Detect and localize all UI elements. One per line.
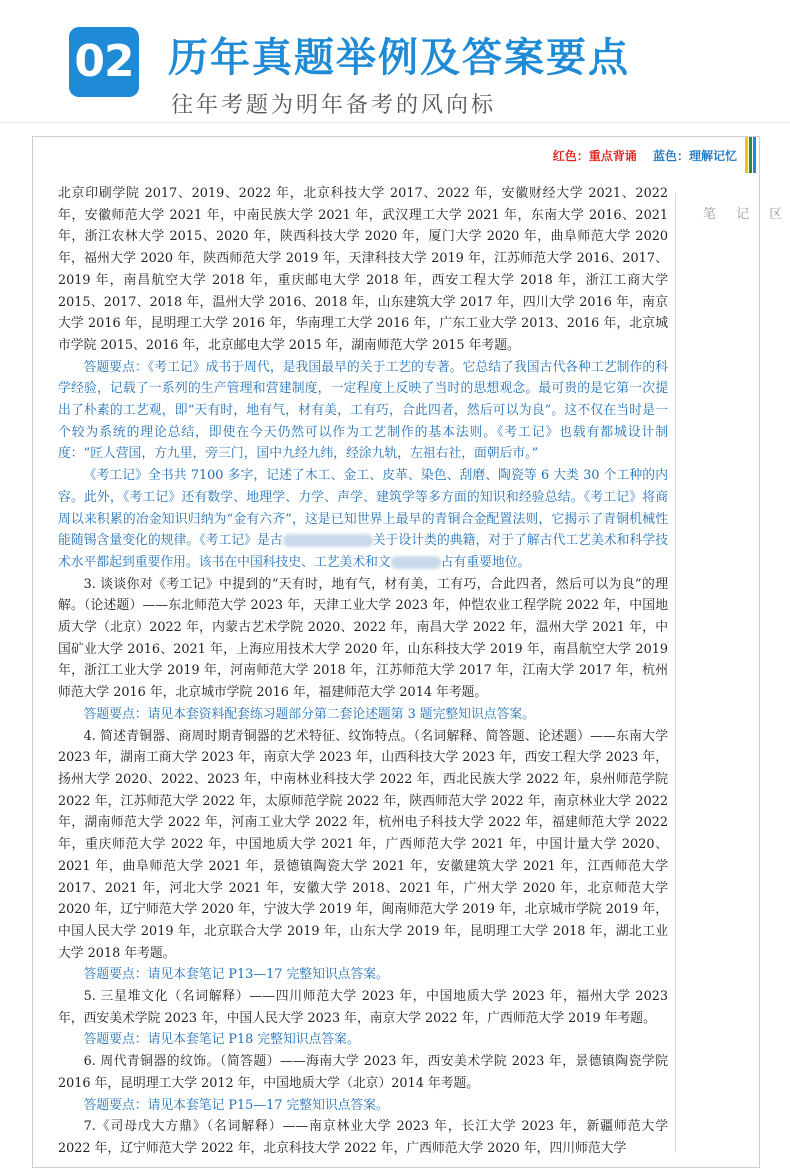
document-page [32,136,790,1168]
question-paragraph: 7.《司母戊大方鼎》（名词解释）——南京林业大学 2023 年，长江大学 2023 年，新疆师范大学 2022 年，辽宁师范大学 2022 年，北京科技大学 2022 年，广西师范大学 2020 年，四川师范大学 [58,1119,668,1156]
header-divider [0,122,790,123]
section-title: 历年真题举例及答案要点 [168,35,630,81]
blurred-text [283,534,373,547]
color-legend [553,147,737,164]
legend-red: 红色：重点背诵 [552,149,637,163]
answer-text-part: 占有重要地位。 [440,554,531,570]
answer-text-part: 关于设计类的典籍，对于了解古代工艺美术和科学技术水平都起到重要作用。该书在中国科技史、工艺美术和文 [58,533,668,570]
decorative-bars [745,137,757,173]
answer-paragraph: 答题要点：《考工记》成书于周代，是我国最早的关于工艺的专著。它总结了我国古代各种工艺制作的科学经验，记载了一系列的生产管理和营建制度，一定程度上反映了当时的思想观念。最可贵的是它第一次提出了朴素的工艺观，即“天有时，地有气，材有美，工有巧，合此四者，然后可以为良”。这不仅在当时是一个较为系统的理论总结，即使在今天仍然可以作为工艺制作的基本法则。《考工记》也载有都城设计制度：“匠人营国，方九里，旁三门，国中九经九纬，经涂九轨，左祖右社，面朝后市。” [58,359,668,462]
answer-paragraph: 答题要点：请见本套笔记 P15—17 完整知识点答案。 [83,1097,389,1113]
answer-paragraph [58,465,668,574]
answer-paragraph: 答题要点：请见本套资料配套练习题部分第二套论述题第 3 题完整知识点答案。 [83,706,535,722]
section-subtitle: 往年考题为明年备考的风向标 [171,93,497,118]
answer-text-part: 《考工记》全书共 7100 多字，记述了木工、金工、皮革、染色、刮磨、陶瓷等 6 大类 30 个工种的内容。此外，《考工记》还有数学、地理学、力学、声学、建筑学等多方面的知识和经验总结。《考工记》将商周以来积累的冶金知识归纳为“金有六齐”，这是已知世界上最早的青铜合金配置法则，它揭示了青铜机械性能随锡含量变化的规律。《考工记》是古 [58,468,668,549]
paragraph: 北京印刷学院 2017、2019、2022 年，北京科技大学 2017、2022 年，安徽财经大学 2021、2022 年，安徽师范大学 2021 年，中南民族大学 2021 年，武汉理工大学 2021 年，东南大学 2016、2021 年，浙江农林大学 2015、2020 年，陕西科技大学 2020 年，厦门大学 2020 年，曲阜师范大学 2020 年，福州大学 2020 年，陕西师范大学 2019 年，天津科技大学 2019 年，江苏师范大学 2016、2017、2019 年，南昌航空大学 2018 年，重庆邮电大学 2018 年，西安工程大学 2018 年，浙江工商大学 2015、2017、2018 年，温州大学 2016、2018 年，山东建筑大学 2017 年，四川大学 2016 年，南京大学 2016 年，昆明理工大学 2016 年，华南理工大学 2016 年，广东工业大学 2013、2016 年，北京城市学院 2015、2016 年，北京邮电大学 2015 年，湖南师范大学 2015 年考题。 [58,186,668,353]
answer-paragraph: 答题要点：请见本套笔记 P13—17 完整知识点答案。 [83,967,389,983]
answer-paragraph: 答题要点：请见本套笔记 P18 完整知识点答案。 [83,1032,360,1048]
question-list [58,183,668,1160]
notes-area-label: 笔 记 区 [703,207,790,222]
section-number-badge: 02 [69,27,139,97]
question-paragraph: 5. 三星堆文化（名词解释）——四川师范大学 2023 年，中国地质大学 2023 年，福州大学 2023 年，西安美术学院 2023 年，中国人民大学 2023 年，南京大学 2022 年，广西师范大学 2019 年考题。 [58,989,668,1026]
question-paragraph: 3. 谈谈你对《考工记》中提到的“天有时，地有气，材有美，工有巧，合此四者，然后可以为良”的理解。（论述题）——东北师范大学 2023 年，天津工业大学 2023 年，仲恺农业工程学院 2022 年，中国地质大学（北京）2022 年，内蒙古艺术学院 2020、2022 年，南昌大学 2022 年，温州大学 2021 年，中国矿业大学 2016、2021 年，上海应用技术大学 2020 年，山东科技大学 2019 年，南昌航空大学 2019 年，浙江工业大学 2019 年，河南师范大学 2018 年，江苏师范大学 2017 年，江南大学 2017 年，杭州师范大学 2016 年，北京城市学院 2016 年，福建师范大学 2014 年考题。 [58,576,668,701]
question-paragraph: 4. 简述青铜器、商周时期青铜器的艺术特征、纹饰特点。（名词解释、简答题、论述题）——东南大学 2023 年，湖南工商大学 2023 年，南京大学 2023 年，山西科技大学 2023 年，西安工程大学 2023 年，扬州大学 2020、2022、2023 年，中南林业科技大学 2022 年，西北民族大学 2022 年，泉州师范学院 2022 年，江苏师范大学 2022 年，太原师范学院 2022 年，陕西师范大学 2022 年，南京林业大学 2022 年，湖南师范大学 2022 年，河南工业大学 2022 年，杭州电子科技大学 2022 年，福建师范大学 2022 年，重庆师范大学 2022 年，中国地质大学 2021 年，广西师范大学 2021 年，中国计量大学 2020、2021 年，曲阜师范大学 2021 年，景德镇陶瓷大学 2021 年，安徽建筑大学 2021 年，江西师范大学 2017、2021 年，河北大学 2021 年，安徽大学 2018、2021 年，广州大学 2020 年，北京师范大学 2020 年，辽宁师范大学 2020 年，宁波大学 2019 年，闽南师范大学 2019 年，北京城市学院 2019 年，中国人民大学 2019 年，北京联合大学 2019 年，山东大学 2019 年，昆明理工大学 2018 年，湖北工业大学 2018 年考题。 [58,728,668,961]
question-paragraph: 6. 周代青铜器的纹饰。（简答题）——海南大学 2023 年，西安美术学院 2023 年，景德镇陶瓷学院 2016 年，昆明理工大学 2012 年，中国地质大学（北京）2014 年考题。 [58,1054,668,1091]
notes-divider [675,193,676,1153]
blurred-text [391,556,441,569]
legend-blue: 蓝色：理解记忆 [652,149,737,163]
